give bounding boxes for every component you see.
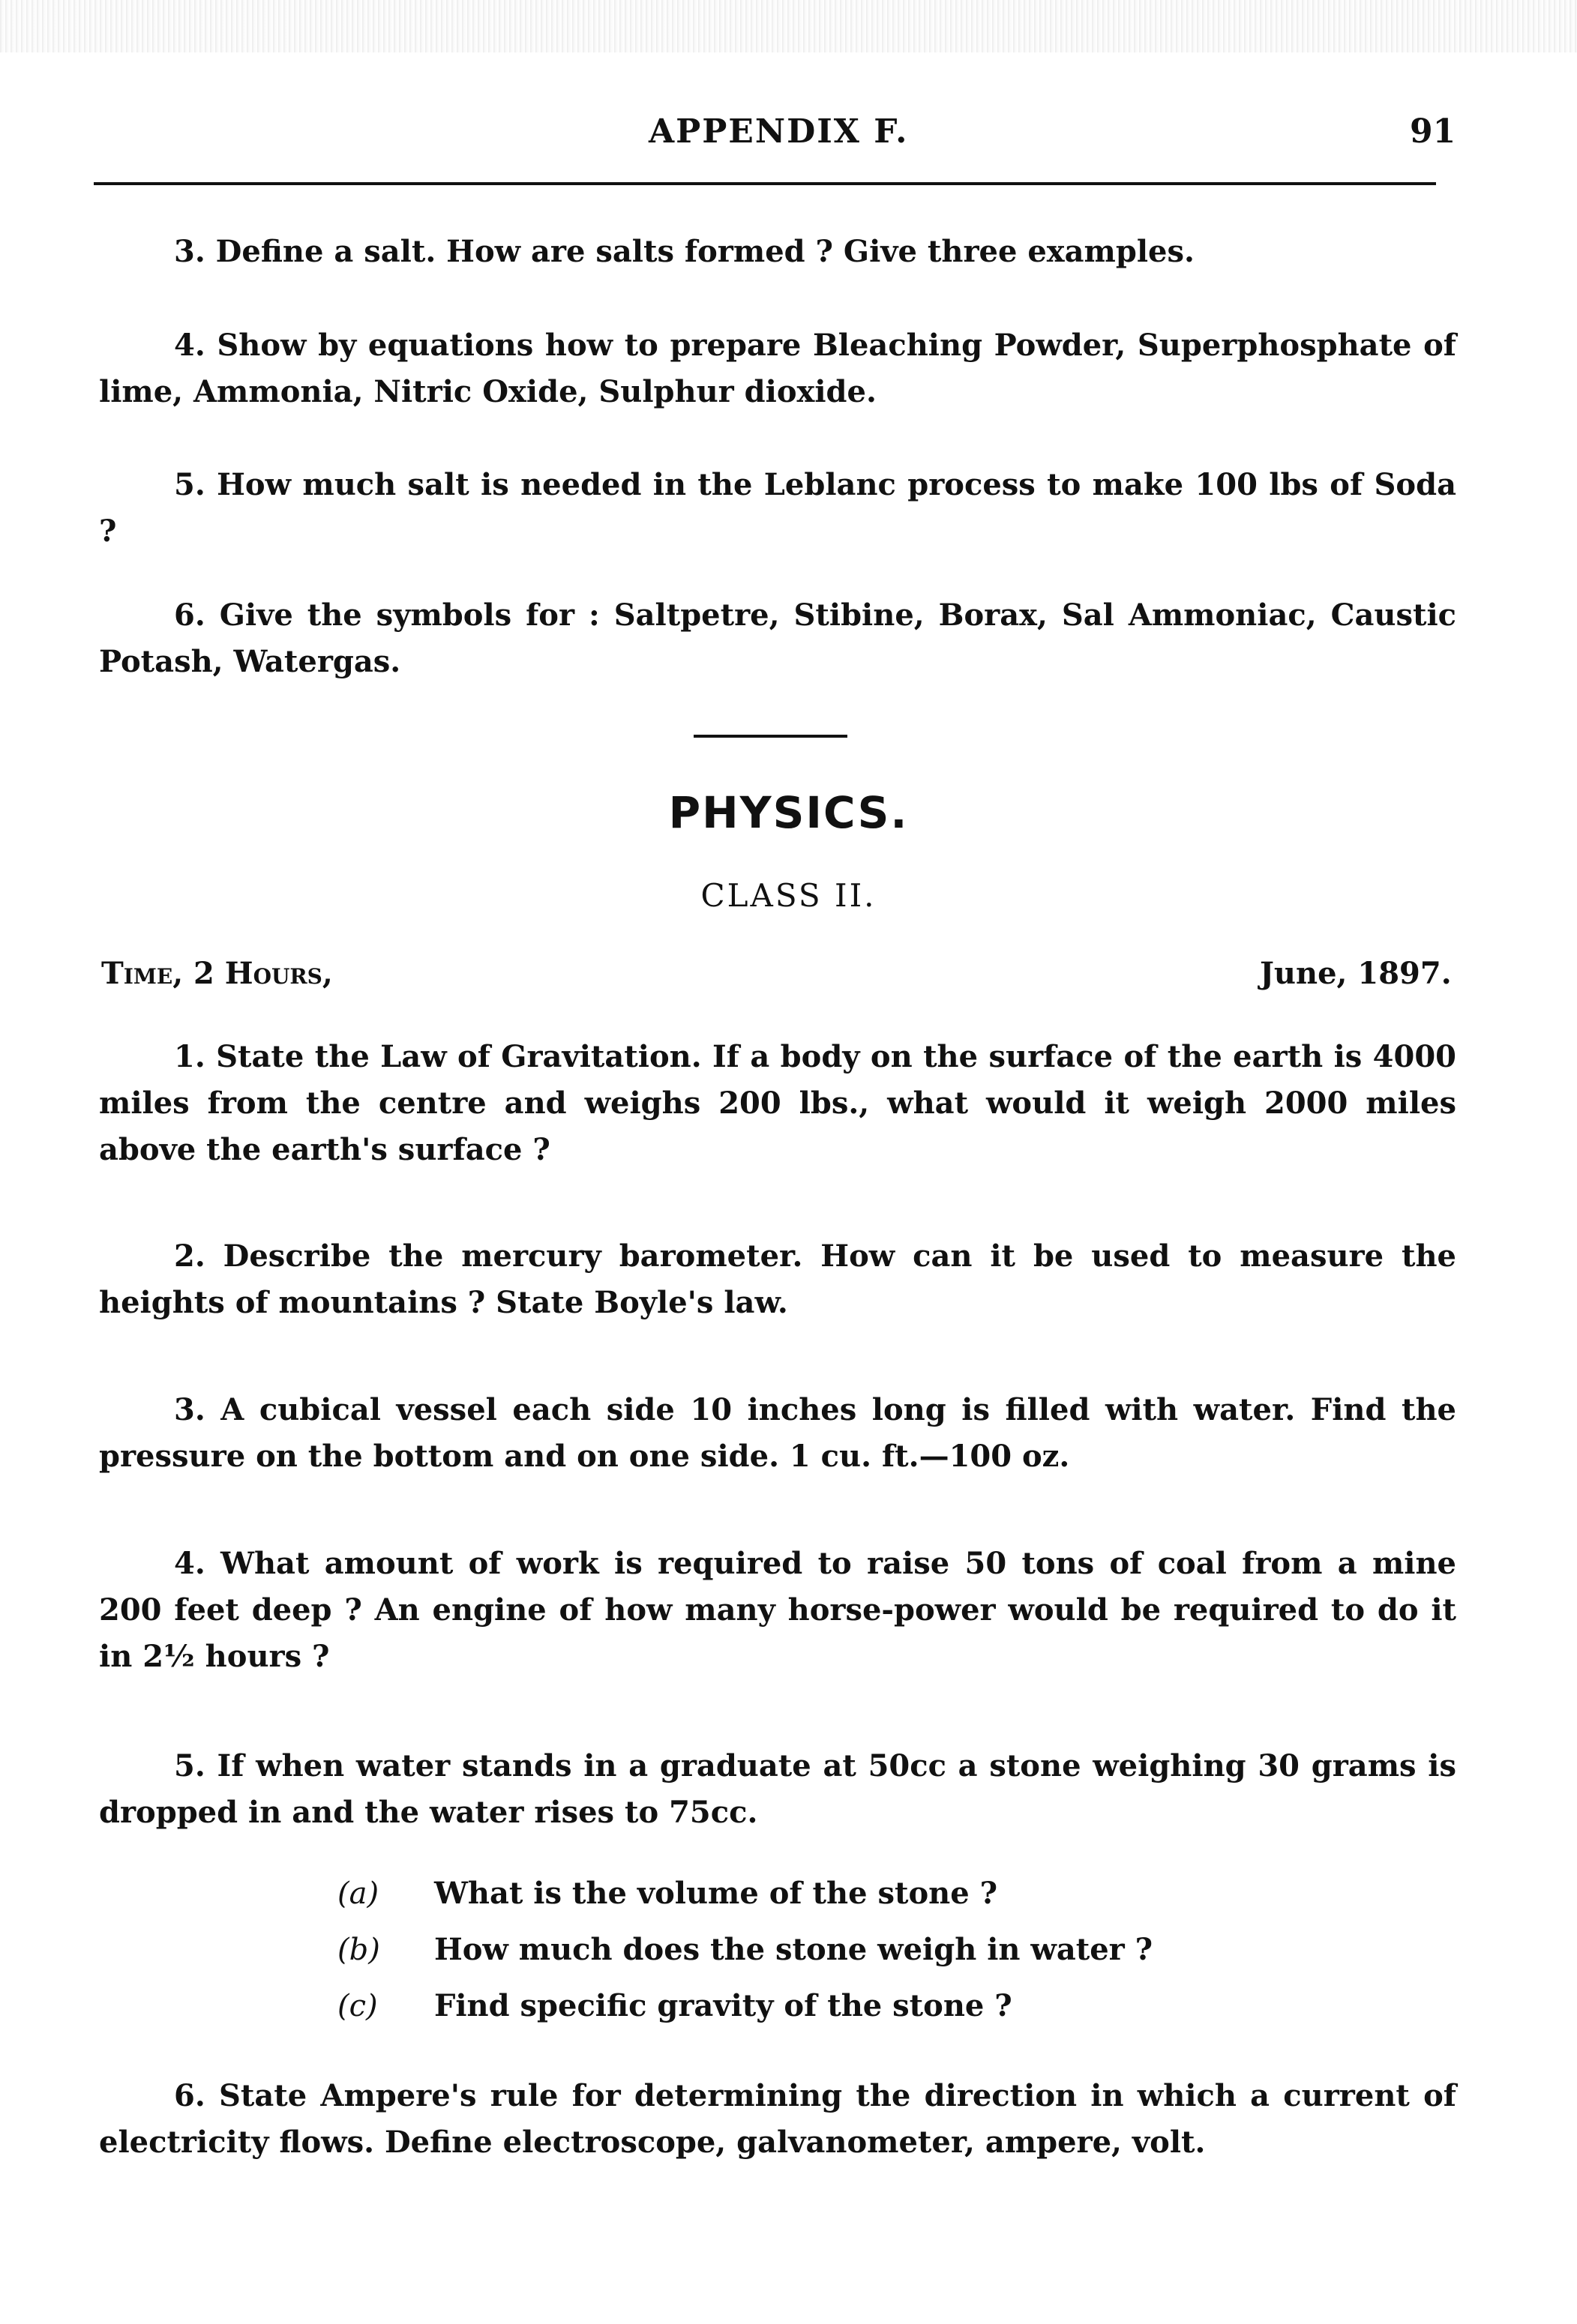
physics-question-3: 3. A cubical vessel each side 10 inches long is filled with water. Find the pressure on the bottom and on one side. 1 cu. ft.—100 oz.	[99, 1392, 1456, 1474]
subquestion-b-text: How much does the stone weigh in water ?	[433, 1932, 1153, 1967]
subquestion-a	[337, 1870, 1387, 1917]
section-separator	[694, 735, 847, 738]
exam-time: Time, 2 Hours,	[101, 956, 333, 991]
subquestion-b-label: (b)	[337, 1933, 380, 1967]
subquestion-a-label: (a)	[337, 1876, 379, 1911]
exam-date: June, 1897.	[1260, 956, 1452, 991]
subquestion-b	[337, 1927, 1387, 1973]
header-rule	[94, 182, 1436, 185]
question-5-top: 5. How much salt is needed in the Leblanc process to make 100 lbs of Soda ?	[99, 467, 1456, 549]
question-3-top: 3. Define a salt. How are salts formed ? Give three examples.	[174, 234, 1195, 269]
subquestion-c	[337, 1983, 1387, 2029]
question-4-top: 4. Show by equations how to prepare Bleaching Powder, Superphosphate of lime, Ammonia, Nitric Oxide, Sulphur dioxide.	[99, 328, 1456, 409]
subquestion-c-label: (c)	[337, 1989, 378, 2023]
scan-edge-texture	[0, 0, 1577, 52]
physics-question-4: 4. What amount of work is required to raise 50 tons of coal from a mine 200 feet deep ? An engine of how many horse-power would be required to do it in 2½ hours ?	[99, 1546, 1456, 1674]
physics-question-2: 2. Describe the mercury barometer. How can it be used to measure the heights of mountains ? State Boyle's law.	[99, 1238, 1456, 1320]
physics-question-1: 1. State the Law of Gravitation. If a body on the surface of the earth is 4000 miles from the centre and weighs 200 lbs., what would it weigh 2000 miles above the earth's surface ?	[99, 1039, 1456, 1167]
running-header	[0, 112, 1577, 157]
subquestion-a-text: What is the volume of the stone ?	[433, 1876, 998, 1911]
physics-question-5: 5. If when water stands in a graduate at 50cc a stone weighing 30 grams is dropped in and the water rises to 75cc.	[99, 1748, 1456, 1830]
class-title: CLASS II.	[700, 877, 877, 914]
question-6-top: 6. Give the symbols for : Saltpetre, Stibine, Borax, Sal Ammoniac, Caustic Potash, Watergas.	[99, 597, 1456, 679]
physics-question-6: 6. State Ampere's rule for determining the direction in which a current of electricity flows. Define electroscope, galvanometer, ampere, volt.	[99, 2078, 1456, 2160]
section-title: PHYSICS.	[668, 787, 909, 838]
page-number: 91	[1410, 112, 1456, 151]
subquestion-c-text: Find specific gravity of the stone ?	[433, 1988, 1012, 2023]
header-title: APPENDIX F.	[649, 112, 909, 151]
